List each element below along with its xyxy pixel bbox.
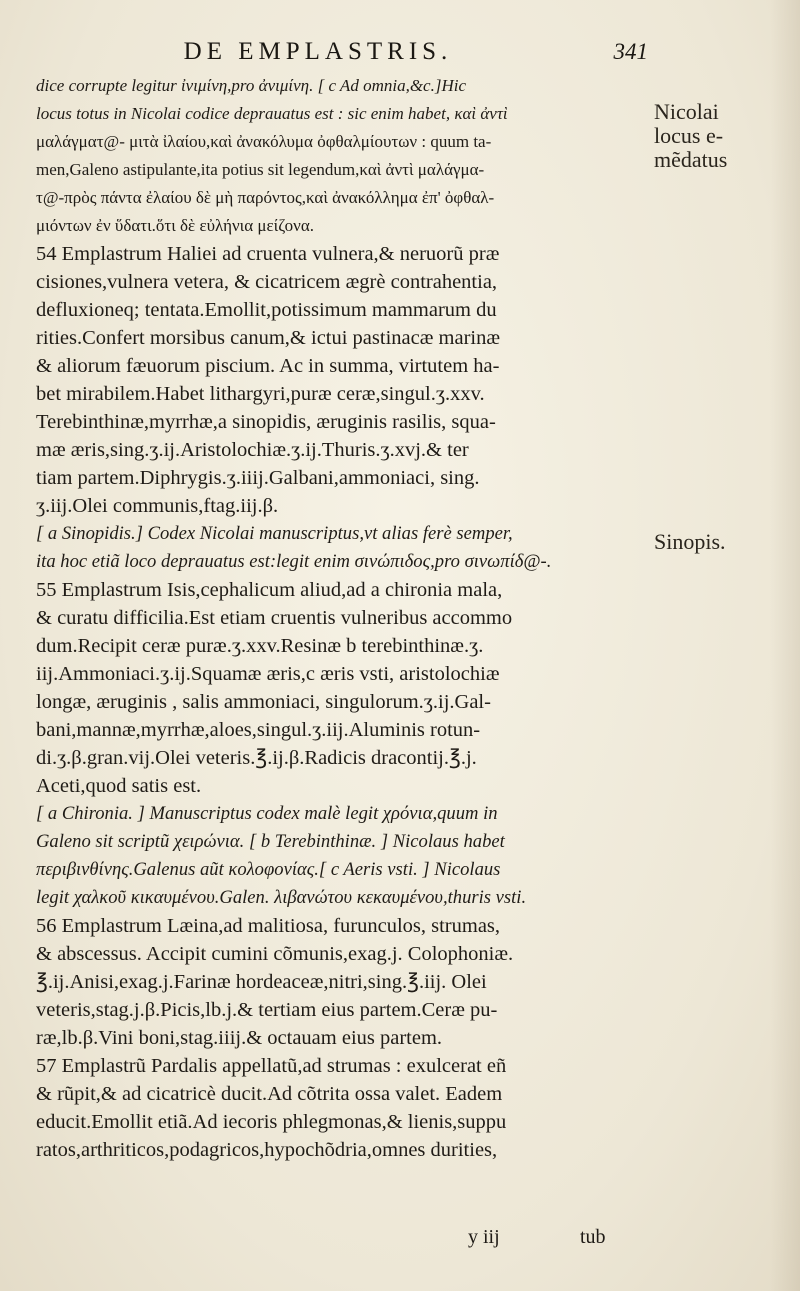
text-line: περιβινθίνης.Galenus aũt κολοφονίας.[ c Aeris vsti. ] Nicolaus [36, 859, 501, 880]
text-line: longæ, æruginis , salis ammoniaci, singulorum.ʒ.ij.Gal- [36, 691, 491, 713]
text-line: & abscessus. Accipit cumini cõmunis,exag.j. Colophoniæ. [36, 943, 514, 965]
text-line: veteris,stag.j.β.Picis,lb.j.& tertiam eius partem.Ceræ pu- [36, 999, 498, 1021]
text-line: ℥.ij.Anisi,exag.j.Farinæ hordeaceæ,nitri,sing.℥.iij. Olei [36, 971, 487, 993]
page-edge-shadow [770, 0, 800, 1291]
text-line: Terebinthinæ,myrrhæ,a sinopidis, æruginis rasilis, squa- [36, 411, 496, 433]
text-line: 57 Emplastrũ Pardalis appellatũ,ad strumas : exulcerat eñ [36, 1055, 507, 1077]
text-line: & curatu difficilia.Est etiam cruentis vulneribus accommo [36, 607, 513, 629]
text-line: μαλάγματ@- μιτὰ ἰλαίου,καὶ ἀνακόλυμα ὀφθαλμίουτων : quum ta- [36, 132, 492, 151]
text-line: mæ æris,sing.ʒ.ij.Aristolochiæ.ʒ.ij.Thuris.ʒ.xvj.& ter [36, 439, 469, 461]
text-line: dice corrupte legitur ἰνιμίνη,pro ἀνιμίνη. [ c Ad omnia,&c.]Hic [36, 76, 466, 95]
margin-note-line: mẽdatus [654, 147, 728, 172]
text-line: rities.Confert morsibus canum,& ictui pastinacæ marinæ [36, 327, 501, 349]
text-line: ʒ.iij.Olei communis,ftag.iij.β. [36, 495, 279, 517]
text-line: [ a Sinopidis.] Codex Nicolai manuscriptus,vt alias ferè semper, [36, 523, 513, 544]
margin-note-line: Nicolai [654, 99, 719, 124]
text-line: legit χαλκοῦ κικαυμένου.Galen. λιβανώτου κεκαυμένου,thuris vsti. [36, 887, 527, 908]
main-text-block [36, 72, 640, 1164]
text-line: iij.Ammoniaci.ʒ.ij.Squamæ æris,c æris vsti, aristolochiæ [36, 663, 500, 685]
margin-note-line: locus e- [654, 123, 724, 148]
text-line: locus totus in Nicolai codice deprauatus est : sic enim habet, καὶ ἀντὶ [36, 104, 508, 123]
text-line: Aceti,quod satis est. [36, 775, 202, 797]
text-line: ratos,arthriticos,podagricos,hypochõdria,omnes durities, [36, 1139, 498, 1161]
text-line: educit.Emollit etiã.Ad iecoris phlegmonas,& lienis,suppu [36, 1111, 507, 1133]
text-line: tiam partem.Diphrygis.ʒ.iiij.Galbani,ammoniaci, sing. [36, 467, 480, 489]
text-line: defluxioneq; tentata.Emollit,potissimum mammarum du [36, 299, 497, 321]
running-title: DE EMPLASTRIS. [183, 38, 453, 65]
text-line: & rũpit,& ad cicatricè ducit.Ad cõtrita ossa valet. Eadem [36, 1083, 503, 1105]
catchword: tub [580, 1226, 606, 1248]
text-line: cisiones,vulnera vetera, & cicatricem ægrè contrahentia, [36, 271, 498, 293]
text-line: μιόντων ἐν ὕδατι.ὅτι δὲ εὐλήνια μείζονα. [36, 216, 314, 235]
text-line: & aliorum fæuorum piscium. Ac in summa, virtutem ha- [36, 355, 500, 377]
text-line: di.ʒ.β.gran.vij.Olei veteris.℥.ij.β.Radicis dracontij.℥.j. [36, 747, 477, 769]
page-number: 341 [613, 39, 648, 64]
margin-note-nicolai [654, 100, 727, 172]
text-line: Galeno sit scriptũ χειρώνια. [ b Terebinthinæ. ] Nicolaus habet [36, 831, 505, 852]
text-line: τ@-πρὸς πάντα ἐλαίου δὲ μὴ παρόντος,καὶ ἀνακόλλημα ἐπ' ὀφθαλ- [36, 188, 495, 207]
text-line: ita hoc etiã loco deprauatus est:legit enim σινώπιδος,pro σινωπίδ@-. [36, 551, 552, 572]
text-line: ræ,lb.β.Vini boni,stag.iiij.& octauam eius partem. [36, 1027, 443, 1049]
page-header [88, 38, 648, 70]
text-line: dum.Recipit ceræ puræ.ʒ.xxv.Resinæ b terebinthinæ.ʒ. [36, 635, 484, 657]
text-line: 55 Emplastrum Isis,cephalicum aliud,ad a chironia mala, [36, 579, 503, 601]
text-line: [ a Chironia. ] Manuscriptus codex malè legit χρόνια,quum in [36, 803, 498, 824]
text-line: men,Galeno astipulante,ita potius sit legendum,καὶ ἀντὶ μαλάγμα- [36, 160, 485, 179]
signature-mark: y iij [468, 1226, 500, 1248]
text-line: bani,mannæ,myrrhæ,aloes,singul.ʒ.iij.Aluminis rotun- [36, 719, 481, 741]
text-line: 54 Emplastrum Haliei ad cruenta vulnera,& neruorũ præ [36, 243, 500, 265]
text-line: bet mirabilem.Habet lithargyri,puræ ceræ,singul.ʒ.xxv. [36, 383, 485, 405]
margin-note-sinopis: Sinopis. [654, 529, 726, 554]
text-line: 56 Emplastrum Læina,ad malitiosa, furunculos, strumas, [36, 915, 501, 937]
